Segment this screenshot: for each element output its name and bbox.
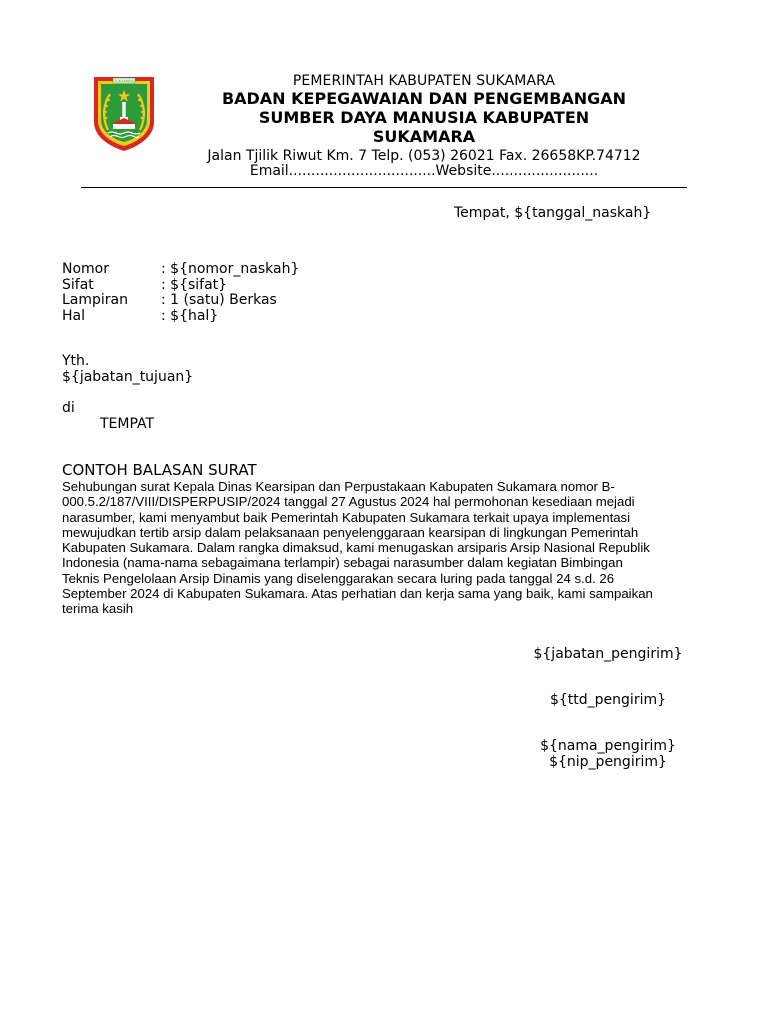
place-and-date: Tempat, ${tanggal_naskah} bbox=[454, 205, 652, 221]
letter-body bbox=[62, 479, 747, 617]
field-value: : ${hal} bbox=[161, 307, 219, 324]
sender-signature: ${ttd_pengirim} bbox=[549, 691, 667, 708]
sender-name: ${nama_pengirim} bbox=[540, 738, 676, 754]
letterhead bbox=[168, 73, 680, 179]
field-label: Sifat bbox=[62, 276, 94, 293]
field-row-hal bbox=[62, 309, 299, 325]
field-label: Lampiran bbox=[62, 292, 129, 308]
agency-name-line-2: SUMBER DAYA MANUSIA KABUPATEN bbox=[258, 108, 590, 127]
field-row-sifat bbox=[62, 278, 299, 294]
field-label: Nomor bbox=[62, 261, 109, 277]
salutation: Yth. bbox=[62, 353, 90, 369]
body-line: Kabupaten Sukamara. Dalam rangka dimaksud, kami menugaskan arsiparis Arsip Nasional Republik bbox=[62, 540, 650, 556]
agency-address: Jalan Tjilik Riwut Km. 7 Telp. (053) 26021 Fax. 26658KP.74712 bbox=[207, 148, 641, 164]
sender-position: ${jabatan_pengirim} bbox=[533, 646, 683, 662]
recipient-position: ${jabatan_tujuan} bbox=[62, 369, 194, 385]
location-place: TEMPAT bbox=[100, 416, 155, 432]
location-preposition: di bbox=[62, 400, 75, 416]
field-value: : 1 (satu) Berkas bbox=[161, 292, 277, 308]
agency-contact: Email.................................Website........................ bbox=[249, 163, 599, 179]
field-label: Hal bbox=[62, 307, 85, 324]
letterhead-divider bbox=[81, 187, 687, 188]
body-line: Sehubungan surat Kepala Dinas Kearsipan dan Perpustakaan Kabupaten Sukamara nomor B- bbox=[62, 479, 615, 494]
body-line: 000.5.2/187/VIII/DISPERPUSIP/2024 tanggal 27 Agustus 2024 hal permohonan kesediaan mejadi bbox=[62, 494, 635, 510]
letter-header-fields bbox=[62, 262, 299, 324]
body-line: narasumber, kami menyambut baik Pemerintah Kabupaten Sukamara terkait upaya implementasi bbox=[62, 509, 631, 525]
logo-banner-text: SUKAMARA bbox=[113, 79, 135, 84]
body-line: Teknis Pengelolaan Arsip Dinamis yang diselenggarakan secara luring pada tanggal 24 s.d. 26 bbox=[62, 570, 615, 586]
field-value: : ${sifat} bbox=[161, 276, 228, 293]
body-line: terima kasih bbox=[62, 601, 134, 617]
field-row-nomor bbox=[62, 262, 299, 278]
field-row-lampiran bbox=[62, 293, 299, 309]
regency-emblem-logo bbox=[88, 74, 160, 152]
addressee-block bbox=[62, 353, 193, 385]
agency-name-line-3: SUKAMARA bbox=[372, 127, 476, 146]
field-value: : ${nomor_naskah} bbox=[161, 261, 300, 277]
body-line: mewujudkan tertib arsip dalam pelaksanaan penyelenggaraan kearsipan di lingkungan Pemerintah bbox=[62, 524, 639, 540]
recipient-location bbox=[62, 400, 154, 432]
letter-subject-title: CONTOH BALASAN SURAT bbox=[62, 461, 257, 479]
body-line: Indonesia (nama-nama sebagaimana terlampir) sebagai narasumber dalam kegiatan Bimbingan bbox=[62, 555, 623, 571]
agency-name-line-1: BADAN KEPEGAWAIAN DAN PENGEMBANGAN bbox=[221, 89, 627, 108]
government-name: PEMERINTAH KABUPATEN SUKAMARA bbox=[292, 73, 556, 89]
sender-nip: ${nip_pengirim} bbox=[549, 753, 667, 770]
signature-block bbox=[508, 647, 708, 770]
body-line: September 2024 di Kabupaten Sukamara. Atas perhatian dan kerja sama yang baik, kami sampaikan bbox=[62, 586, 653, 602]
